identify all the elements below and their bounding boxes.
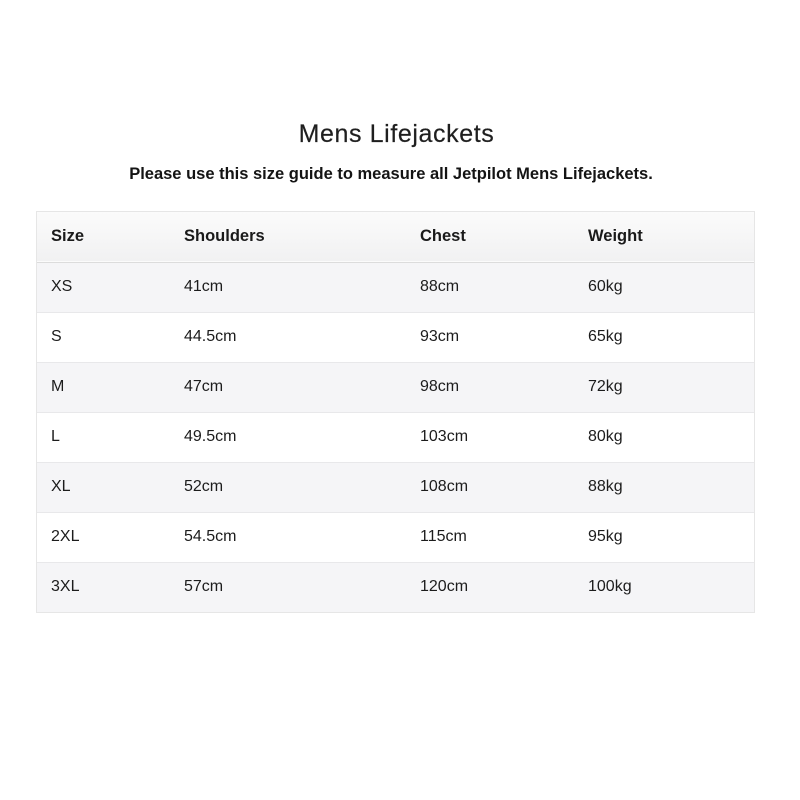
cell-weight: 80kg [588, 428, 623, 445]
cell-size: M [51, 378, 65, 395]
table-header [37, 212, 754, 262]
cell-shoulders: 49.5cm [184, 428, 237, 445]
cell-size: L [51, 428, 60, 445]
cell-weight: 88kg [588, 478, 623, 495]
cell-weight: 95kg [588, 528, 623, 545]
cell-shoulders: 44.5cm [184, 328, 237, 345]
table-row [37, 562, 754, 612]
cell-chest: 120cm [420, 578, 469, 596]
cell-chest: 108cm [420, 478, 469, 495]
table-body [37, 262, 754, 612]
cell-weight: 100kg [588, 578, 632, 596]
cell-shoulders: 52cm [184, 478, 224, 495]
cell-chest: 93cm [420, 328, 460, 345]
table-row [37, 312, 754, 362]
cell-chest: 98cm [420, 378, 460, 395]
page-subtitle: Please use this size guide to measure all Jetpilot Mens Lifejackets. [129, 165, 653, 183]
column-header-size: Size [51, 227, 85, 246]
cell-chest: 103cm [420, 428, 469, 445]
cell-chest: 115cm [420, 528, 467, 545]
cell-weight: 65kg [588, 328, 623, 345]
cell-shoulders: 47cm [184, 378, 224, 395]
table-row [37, 512, 754, 562]
cell-weight: 60kg [588, 278, 623, 295]
cell-size: 3XL [51, 578, 80, 596]
cell-shoulders: 41cm [184, 278, 224, 295]
table-header-row [37, 212, 754, 262]
cell-weight: 72kg [588, 378, 623, 395]
table-row [37, 262, 754, 312]
column-header-chest: Chest [420, 227, 466, 246]
cell-chest: 88cm [420, 278, 460, 295]
table-row [37, 412, 754, 462]
column-header-weight: Weight [588, 227, 643, 246]
size-guide-table-container [36, 211, 755, 613]
cell-size: XL [51, 478, 71, 495]
cell-size: XS [51, 278, 73, 295]
cell-size: S [51, 328, 62, 345]
size-guide-table [37, 212, 754, 612]
table-row [37, 362, 754, 412]
page-title: Mens Lifejackets [298, 120, 495, 148]
cell-shoulders: 54.5cm [184, 528, 237, 545]
cell-size: 2XL [51, 528, 80, 545]
column-header-shoulders: Shoulders [184, 227, 265, 246]
cell-shoulders: 57cm [184, 578, 224, 596]
table-row [37, 462, 754, 512]
